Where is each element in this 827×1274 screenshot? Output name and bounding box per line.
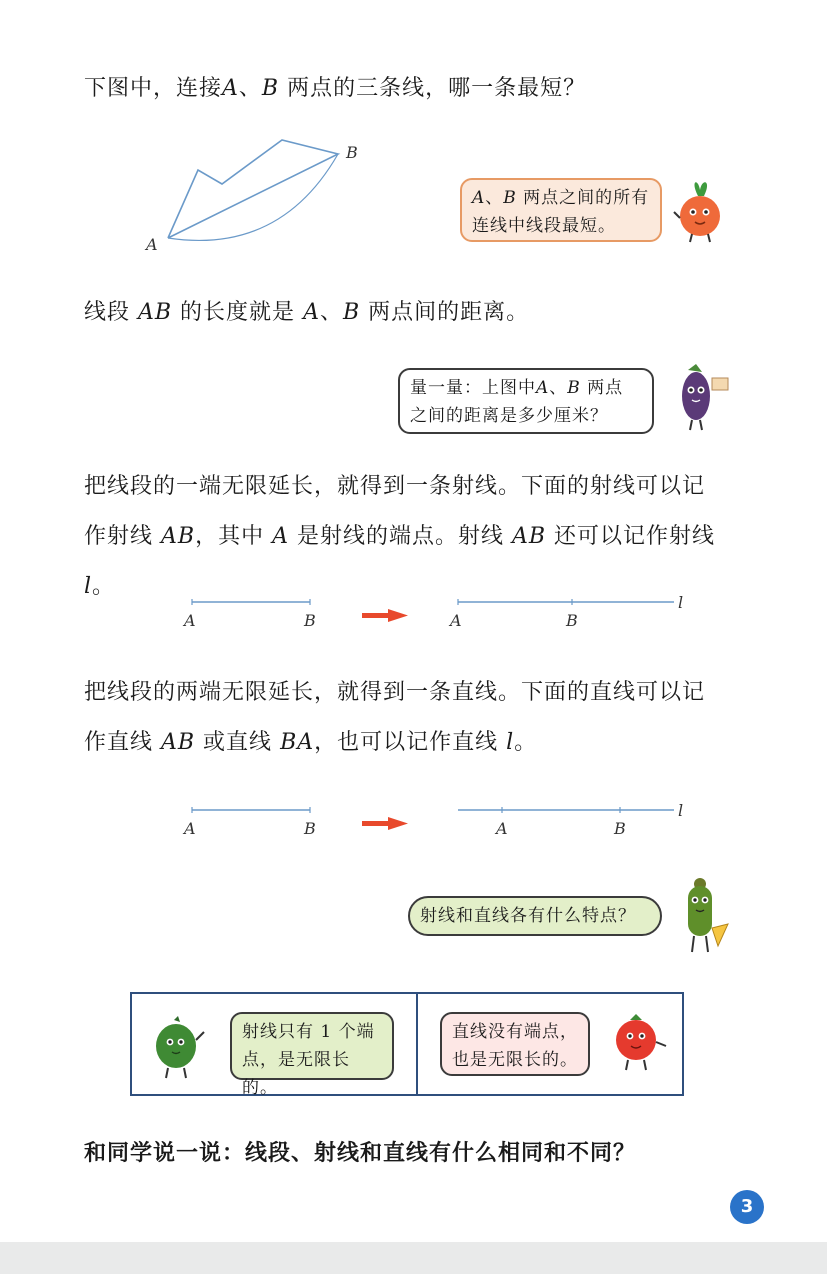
comparison-divider bbox=[416, 994, 418, 1094]
comparison-box bbox=[130, 992, 684, 1096]
tomato-character-icon bbox=[604, 1010, 670, 1074]
line-definition bbox=[84, 668, 744, 768]
text-segment: 。 bbox=[514, 730, 538, 755]
line-feature-bubble bbox=[440, 1012, 590, 1076]
point-label: B bbox=[261, 76, 280, 101]
distance-definition bbox=[84, 288, 744, 338]
text-segment: 或直线 bbox=[195, 730, 281, 755]
text-segment: 下图中，连接 bbox=[84, 76, 223, 101]
text-segment: 作射线 bbox=[84, 524, 161, 549]
line-label: AB bbox=[161, 730, 196, 755]
seg-label-b: B bbox=[304, 611, 316, 630]
ray-label-l: l bbox=[678, 593, 684, 612]
point-label: B bbox=[342, 300, 361, 325]
ray-name-label: l bbox=[84, 574, 93, 599]
question-shortest-line bbox=[84, 64, 744, 114]
ray-feature-line-2: 点，是无限长的。 bbox=[242, 1050, 350, 1098]
measure-bubble bbox=[398, 368, 654, 434]
tip-line-2: 连线中线段最短。 bbox=[472, 216, 616, 236]
text-segment: 量一量：上图中 bbox=[410, 378, 536, 398]
discussion-prompt bbox=[84, 1128, 744, 1178]
ray-label-b: B bbox=[566, 611, 578, 630]
text-segment: 、 bbox=[238, 76, 262, 101]
text-segment: 两点间的距离。 bbox=[360, 300, 530, 325]
point-label: A bbox=[222, 76, 239, 101]
text-segment: 。 bbox=[92, 574, 116, 599]
text-segment: 两点的三条线，哪一条最短？ bbox=[279, 76, 587, 101]
text-segment: 两点 bbox=[580, 378, 624, 398]
ray-label-a: A bbox=[450, 611, 462, 630]
arrow-right-icon bbox=[362, 817, 408, 830]
text-segment: 的长度就是 bbox=[172, 300, 304, 325]
text-segment: 把线段的两端无限延长，就得到一条直线。下面的直线可以记 bbox=[84, 680, 706, 705]
segment-to-line-figure bbox=[170, 796, 700, 844]
point-label: A bbox=[472, 188, 486, 208]
text-segment: 作直线 bbox=[84, 730, 161, 755]
ray-feature-line-1: 射线只有 1 个端 bbox=[242, 1022, 375, 1042]
feature-question-bubble bbox=[408, 896, 662, 936]
point-label: A bbox=[272, 524, 289, 549]
ray-feature-bubble bbox=[230, 1012, 394, 1098]
seg-label-b: B bbox=[304, 819, 316, 838]
three-lines-figure bbox=[140, 130, 380, 260]
tip-line-1 bbox=[472, 184, 650, 212]
label-a: A bbox=[146, 235, 158, 254]
seg-label-a: A bbox=[184, 819, 196, 838]
segment-label: AB bbox=[138, 300, 173, 325]
arrow-right-icon bbox=[362, 609, 408, 622]
eggplant-character-icon bbox=[666, 360, 732, 434]
bubble-text: 射线和直线各有什么特点？ bbox=[420, 906, 636, 926]
text-segment: 、 bbox=[549, 378, 568, 398]
radish-character-icon bbox=[668, 176, 732, 244]
text-segment: 和同学说一说：线段、射线和直线有什么相同和不同？ bbox=[84, 1140, 637, 1166]
page-number-badge: 3 bbox=[730, 1190, 764, 1224]
line-label-l: l bbox=[678, 801, 684, 820]
segment-to-ray-figure bbox=[170, 588, 700, 636]
text-segment: ，其中 bbox=[195, 524, 273, 549]
pepper-character-icon bbox=[148, 1014, 206, 1080]
line-label-a: A bbox=[496, 819, 508, 838]
line-label-b: B bbox=[614, 819, 626, 838]
measure-line-1 bbox=[410, 374, 642, 402]
text-segment: 还可以记作射线 bbox=[546, 524, 716, 549]
line-feature-line-2: 也是无限长的。 bbox=[452, 1050, 578, 1070]
line-feature-line-1: 直线没有端点， bbox=[452, 1022, 578, 1042]
seg-label-a: A bbox=[184, 611, 196, 630]
ray-label: AB bbox=[511, 524, 547, 549]
bottom-margin-strip bbox=[0, 1242, 827, 1274]
line-name-label: l bbox=[506, 730, 515, 755]
text-segment: ，也可以记作直线 bbox=[314, 730, 507, 755]
text-segment: 把线段的一端无限延长，就得到一条射线。下面的射线可以记 bbox=[84, 474, 706, 499]
point-label: B bbox=[503, 188, 517, 208]
text-segment: 、 bbox=[319, 300, 343, 325]
ray-label: AB bbox=[161, 524, 196, 549]
text-segment: 两点之间的所有 bbox=[516, 188, 650, 208]
text-segment: 、 bbox=[485, 188, 504, 208]
measure-line-2: 之间的距离是多少厘米？ bbox=[410, 406, 608, 426]
text-segment: 是射线的端点。射线 bbox=[288, 524, 512, 549]
point-label: B bbox=[567, 378, 581, 398]
point-label: A bbox=[303, 300, 320, 325]
label-b: B bbox=[346, 143, 358, 162]
tip-bubble-shortest bbox=[460, 178, 662, 242]
line-label: BA bbox=[280, 730, 315, 755]
cucumber-character-icon bbox=[672, 876, 732, 956]
point-label: A bbox=[536, 378, 550, 398]
text-segment: 线段 bbox=[84, 300, 138, 325]
